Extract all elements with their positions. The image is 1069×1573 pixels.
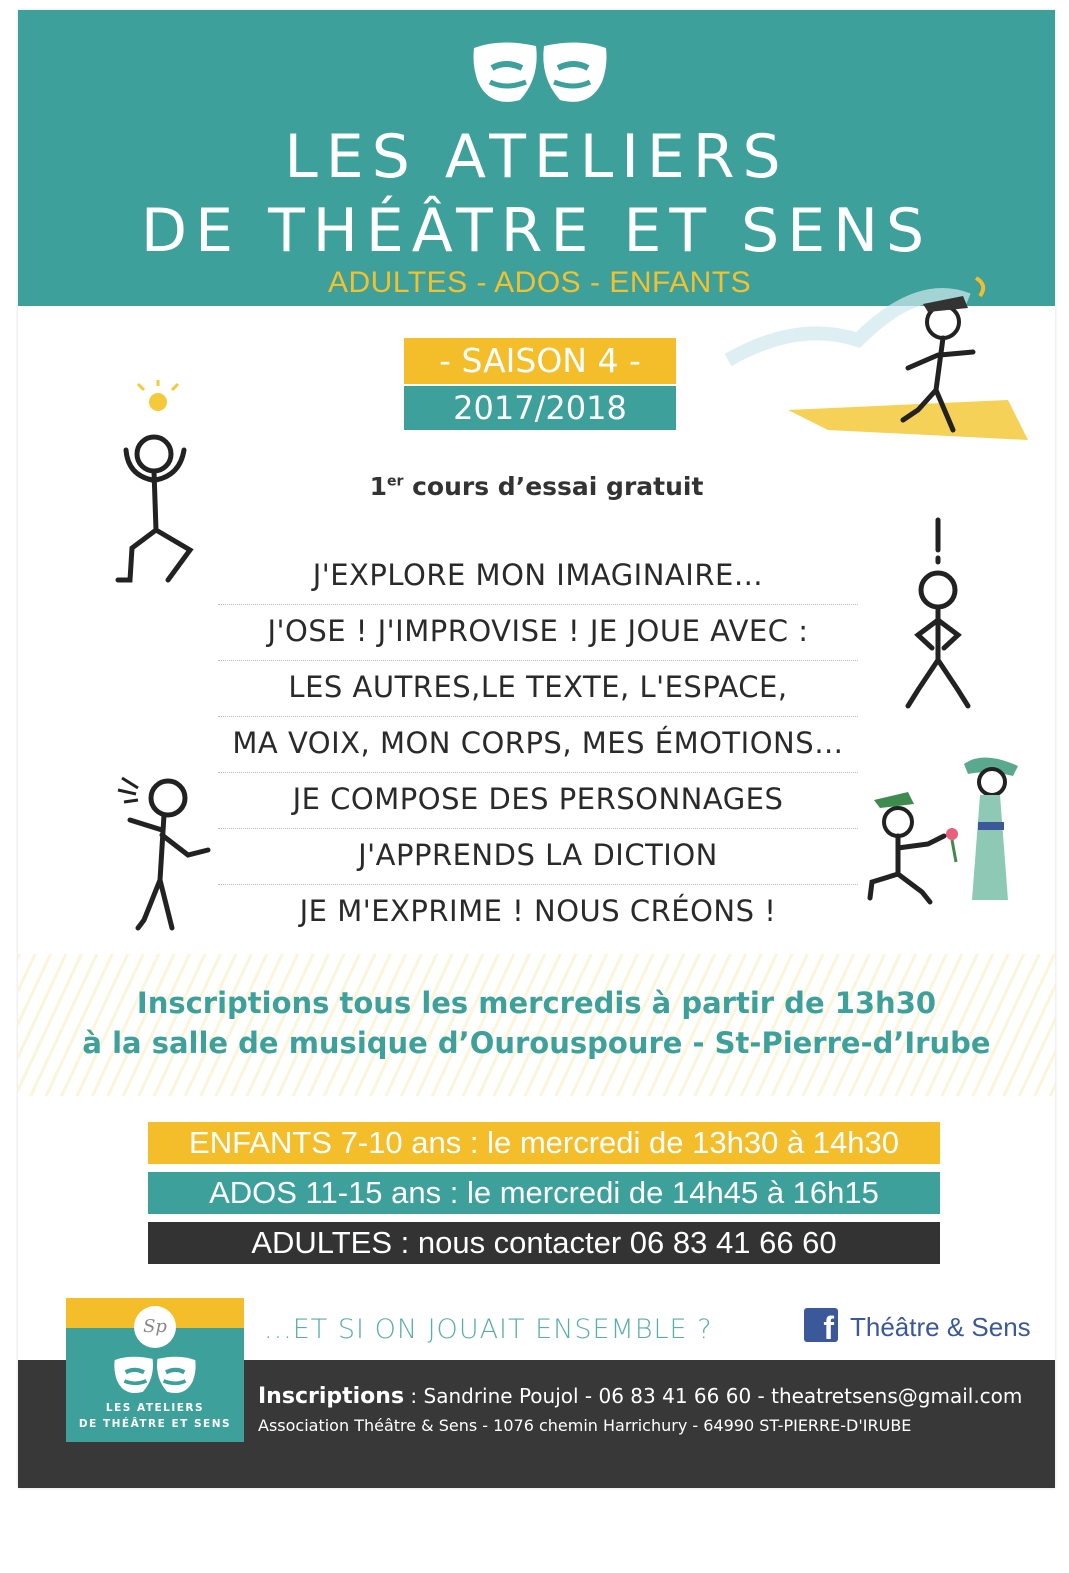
season-years: 2017/2018 xyxy=(404,386,676,430)
flyer xyxy=(18,10,1055,1488)
activity-line: MA VOIX, MON CORPS, MES ÉMOTIONS… xyxy=(232,726,844,760)
footer-mask-icon xyxy=(112,1354,198,1398)
facebook-icon: f xyxy=(804,1308,838,1342)
activity-line: JE COMPOSE DES PERSONNAGES xyxy=(292,782,784,816)
trial-ordinal: 1 xyxy=(369,472,387,501)
address-line: Association Théâtre & Sens - 1076 chemin Harrichury - 64990 ST-PIERRE-D'IRUBE xyxy=(258,1416,912,1435)
angry-stickman-icon xyxy=(888,510,978,710)
couple-stickmen-icon xyxy=(868,750,1038,920)
trial-superscript: er xyxy=(386,473,404,490)
footer-logo-line-2: DE THÉÂTRE ET SENS xyxy=(78,1418,232,1430)
schedule-adults: ADULTES : nous contacter 06 83 41 66 60 xyxy=(148,1222,940,1264)
registration-line-2: à la salle de musique d’Ourouspoure - St-Pierre-d’Irube xyxy=(82,1026,991,1060)
line-separator xyxy=(218,772,858,773)
line-separator xyxy=(218,660,858,661)
activity-line: J'OSE ! J'IMPROVISE ! JE JOUE AVEC : xyxy=(267,614,809,648)
title-line-1: LES ATELIERS xyxy=(284,122,789,192)
audience-label: ADULTES - ADOS - ENFANTS xyxy=(328,266,752,299)
registration-band xyxy=(18,954,1055,1096)
registration-line-1: Inscriptions tous les mercredis à partir de 13h30 xyxy=(136,986,937,1020)
title-line-2: DE THÉÂTRE ET SENS xyxy=(140,196,933,266)
facebook-page-name: Théâtre & Sens xyxy=(850,1312,1031,1342)
footer-logo-line-1: LES ATELIERS xyxy=(105,1402,205,1414)
activity-line: LES AUTRES,LE TEXTE, L'ESPACE, xyxy=(288,670,788,704)
line-separator xyxy=(218,716,858,717)
slogan: ...ET SI ON JOUAIT ENSEMBLE ? xyxy=(264,1314,713,1345)
activity-line: J'EXPLORE MON IMAGINAIRE… xyxy=(312,558,764,592)
line-separator xyxy=(218,828,858,829)
footer-logo-initials: Sp xyxy=(134,1306,176,1348)
trial-text: cours d’essai gratuit xyxy=(403,472,704,501)
season-badge: - SAISON 4 - xyxy=(404,338,676,384)
activity-line: JE M'EXPRIME ! NOUS CRÉONS ! xyxy=(299,894,777,928)
schedule-kids: ENFANTS 7-10 ans : le mercredi de 13h30 à 14h30 xyxy=(148,1122,940,1164)
activity-line: J'APPRENDS LA DICTION xyxy=(358,838,718,872)
line-separator xyxy=(218,884,858,885)
footer-logo xyxy=(66,1298,244,1442)
carpet-stickman-icon xyxy=(718,260,1048,480)
line-separator xyxy=(218,604,858,605)
theatre-mask-icon xyxy=(470,38,610,110)
schedule-teens: ADOS 11-15 ans : le mercredi de 14h45 à 16h15 xyxy=(148,1172,940,1214)
free-trial-text xyxy=(18,472,1055,501)
contact-line xyxy=(258,1384,1022,1409)
contact-label: Inscriptions xyxy=(258,1384,405,1409)
contact-details: : Sandrine Poujol - 06 83 41 66 60 - theatretsens@gmail.com xyxy=(404,1384,1023,1408)
